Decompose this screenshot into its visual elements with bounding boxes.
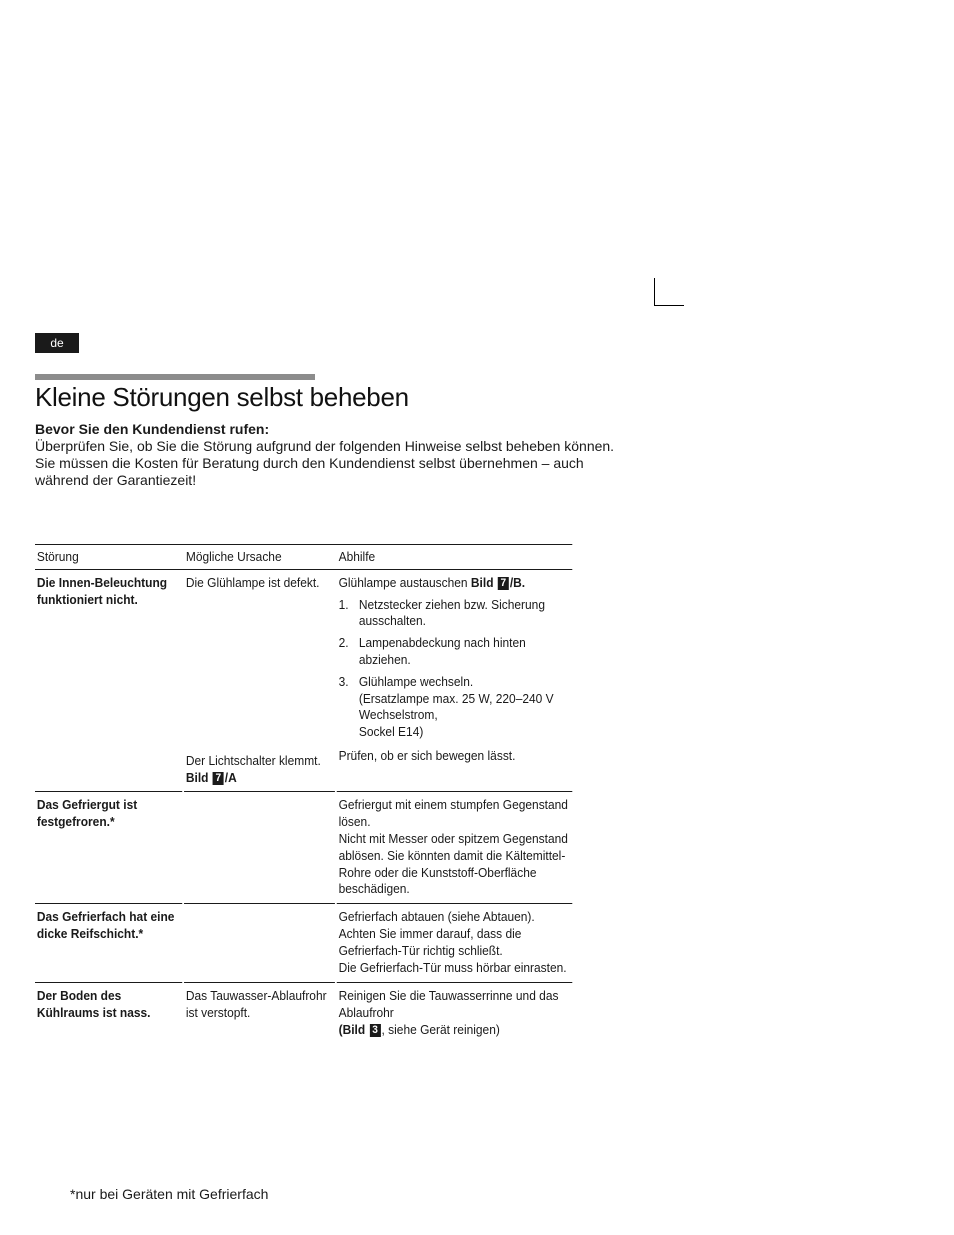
figure-ref-suffix: /B. <box>509 574 526 590</box>
problem-cell: Das Gefriergut ist festgefroren.* <box>35 791 182 903</box>
remedy-reference <box>339 1022 573 1039</box>
table-header-row <box>35 544 572 570</box>
remedy-column <box>337 570 573 792</box>
remedy-cell <box>337 982 573 1038</box>
step-text-block <box>359 674 554 741</box>
figure-number-badge: 7 <box>498 577 509 590</box>
intro <box>35 421 615 489</box>
table-row <box>35 791 572 903</box>
remedy-line: Gefriergut mit einem stumpfen Gegenstand lösen. <box>338 797 568 830</box>
remedy-line: Reinigen Sie die Tauwasserrinne und das Ablaufrohr <box>338 988 559 1021</box>
cause-cell: Die Glühlampe ist defekt. <box>185 574 320 590</box>
figure-ref-suffix: , siehe Gerät reinigen) <box>381 1021 500 1037</box>
header-abhilfe: Abhilfe <box>338 549 376 564</box>
figure-number-badge: 3 <box>369 1024 380 1037</box>
page-title: Kleine Störungen selbst beheben <box>35 382 409 412</box>
table-row <box>35 982 572 1038</box>
step-text: Netzstecker ziehen bzw. Sicherung ausschalten. <box>358 596 545 629</box>
intro-paragraph-1: Überprüfen Sie, ob Sie die Störung aufgrund der folgenden Hinweise selbst beheben können. <box>35 438 615 454</box>
remedy-cell <box>337 791 573 903</box>
cause-cell <box>184 903 335 982</box>
figure-ref-suffix: /A <box>224 769 237 785</box>
step-item <box>339 635 573 669</box>
problem-cell: Der Boden des Kühlraums ist nass. <box>35 982 182 1038</box>
intro-paragraph-2: Sie müssen die Kosten für Beratung durch den Kundendienst selbst übernehmen – auch während der Garantiezeit! <box>35 455 584 488</box>
figure-ref-label: Bild <box>185 769 209 785</box>
step-detail: (Ersatzlampe max. 25 W, 220–240 V <box>358 690 554 706</box>
remedy-line <box>339 575 573 592</box>
figure-ref-label: Bild <box>470 574 494 590</box>
step-detail: Sockel E14) <box>358 724 424 740</box>
step-item <box>339 674 573 741</box>
footnote: *nur bei Geräten mit Gefrierfach <box>70 1186 269 1202</box>
header-stoerung: Störung <box>36 549 79 564</box>
figure-ref-label: (Bild <box>338 1021 366 1037</box>
remedy-line: Nicht mit Messer oder spitzem Gegenstand ablösen. Sie könnten damit die Kältemittel-Rohre oder die Kunststoff-Oberfläche beschädigen. <box>338 830 568 897</box>
cause-text: Der Lichtschalter klemmt. <box>185 752 321 768</box>
intro-lead: Bevor Sie den Kundendienst rufen: <box>35 421 270 437</box>
figure-number-badge: 7 <box>213 772 224 785</box>
cause-cell: Das Tauwasser-Ablaufrohr ist verstopft. <box>184 982 335 1038</box>
step-text: Glühlampe wechseln. <box>358 673 474 689</box>
header-ursache: Mögliche Ursache <box>185 549 282 564</box>
step-item <box>339 597 573 631</box>
step-detail: Wechselstrom, <box>358 707 438 723</box>
title-accent-bar <box>35 374 315 380</box>
problem-cell: Die Innen-Beleuchtung funktioniert nicht. <box>36 574 168 607</box>
troubleshooting-table <box>35 544 572 1039</box>
step-number: 3. <box>338 673 349 689</box>
language-badge: de <box>35 333 79 353</box>
remedy-text: Glühlampe austauschen <box>338 574 468 590</box>
remedy-cell: Prüfen, ob er sich bewegen lässt. <box>338 747 516 763</box>
step-number: 1. <box>338 596 349 612</box>
step-number: 2. <box>338 635 349 651</box>
remedy-cell <box>339 570 573 743</box>
step-text: Lampenabdeckung nach hinten abziehen. <box>358 635 526 667</box>
table-row <box>35 570 572 792</box>
remedy-line: Die Gefrierfach-Tür muss hörbar einrasten. <box>338 959 567 975</box>
cause-column <box>184 570 335 792</box>
remedy-line: Gefrierfach abtauen (siehe Abtauen). Achten Sie immer darauf, dass die Gefrierfach-Tür richtig schließt. <box>338 909 535 958</box>
table-row <box>35 903 572 982</box>
crop-mark <box>654 278 684 306</box>
remedy-cell <box>337 903 573 982</box>
cause-cell <box>184 791 335 903</box>
problem-cell: Das Gefrierfach hat eine dicke Reifschicht.* <box>35 903 182 982</box>
cause-cell <box>186 748 335 792</box>
